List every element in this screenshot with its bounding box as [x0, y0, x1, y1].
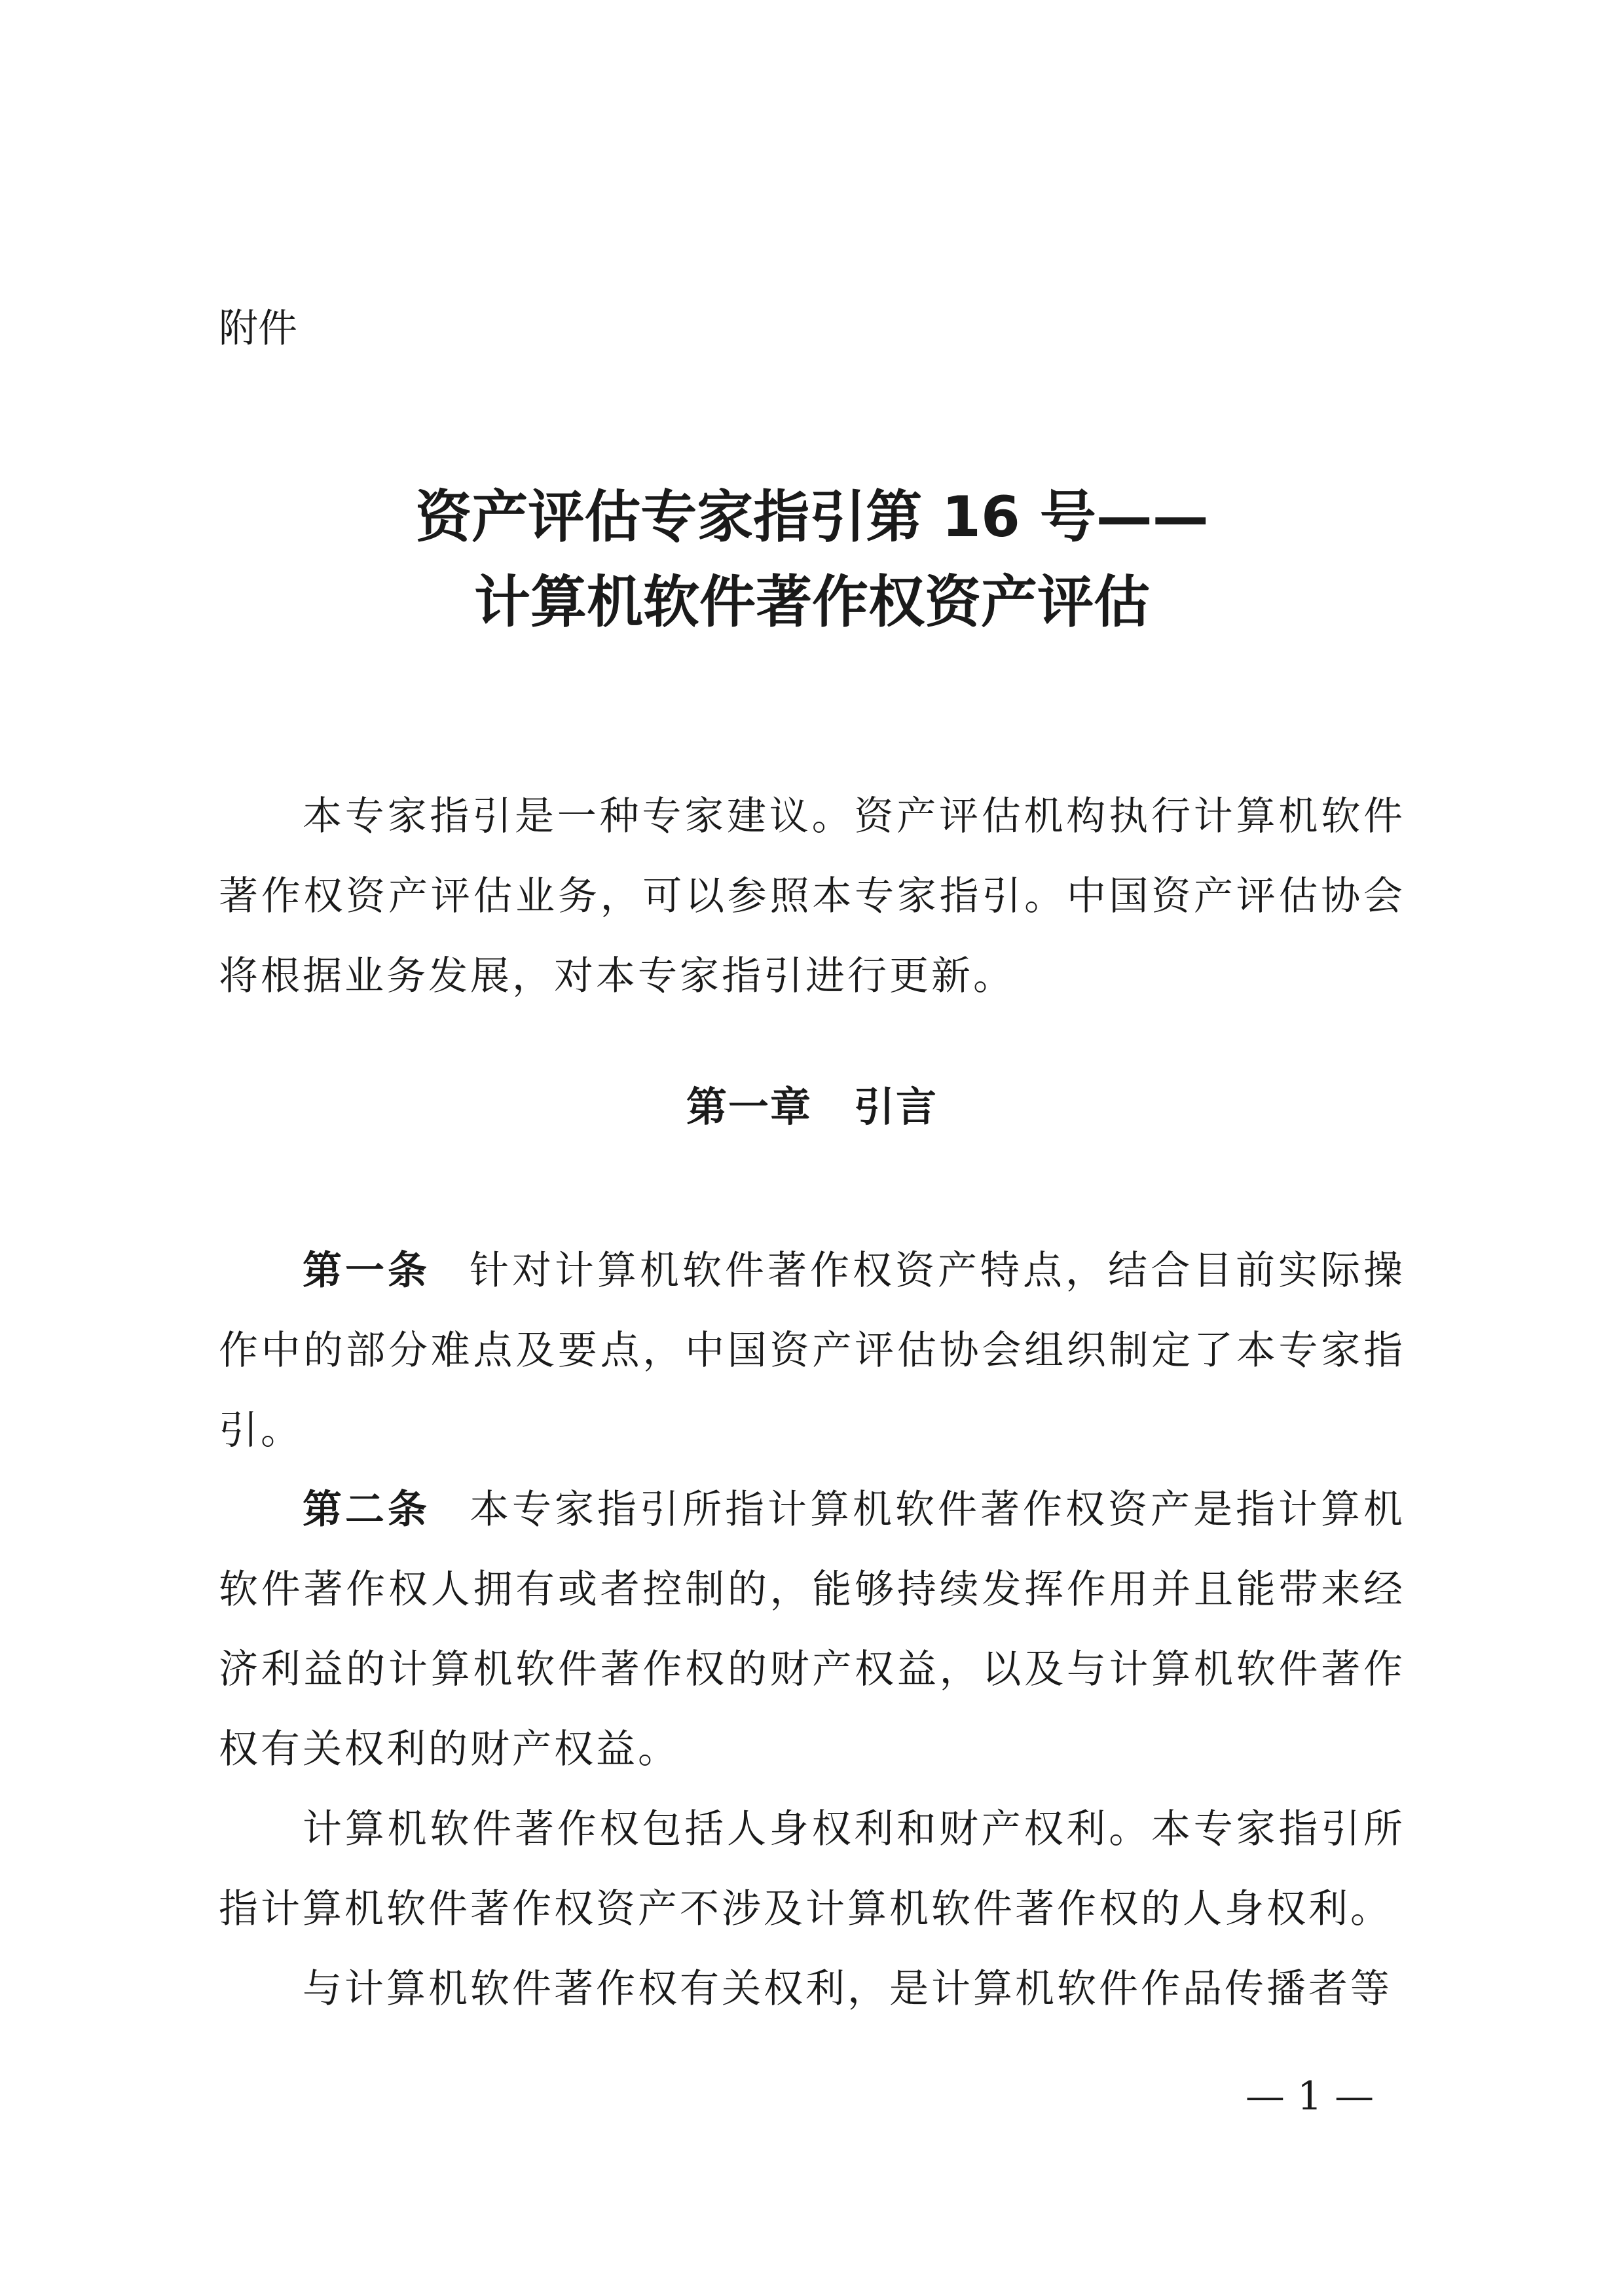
- attachment-label: 附件: [219, 306, 297, 352]
- article-2-text: 本专家指引所指计算机软件著作权资产是指计算机软件著作权人拥有或者控制的，能够持续发挥作用并且能带来经济利益的计算机软件著作权的财产权益，以及与计算机软件著作权有关权利的财产权益。: [219, 1487, 1405, 1772]
- paragraph-related-rights: 与计算机软件著作权有关权利，是计算机软件作品传播者等: [303, 1966, 1392, 2012]
- preface-paragraph: 本专家指引是一种专家建议。资产评估机构执行计算机软件著作权资产评估业务，可以参照本专家指引。中国资产评估协会将根据业务发展，对本专家指引进行更新。: [219, 793, 1405, 999]
- article-2: [219, 1470, 1405, 1789]
- title-line-2: 计算机软件著作权资产评估: [474, 570, 1150, 635]
- page-number: — 1 —: [1245, 2073, 1375, 2119]
- title-line-1: 资产评估专家指引第 16 号——: [415, 484, 1209, 550]
- article-1-label: 第一条: [303, 1248, 430, 1294]
- article-1: [219, 1231, 1405, 1470]
- paragraph-personal-rights: 计算机软件著作权包括人身权利和财产权利。本专家指引所指计算机软件著作权资产不涉及计算机软件著作权的人身权利。: [219, 1806, 1405, 1932]
- document-title: [131, 475, 1493, 645]
- article-1-text: 针对计算机软件著作权资产特点，结合目前实际操作中的部分难点及要点，中国资产评估协会组织制定了本专家指引。: [219, 1248, 1405, 1453]
- chapter-heading: 第一章 引言: [686, 1083, 938, 1131]
- article-2-label: 第二条: [303, 1487, 430, 1533]
